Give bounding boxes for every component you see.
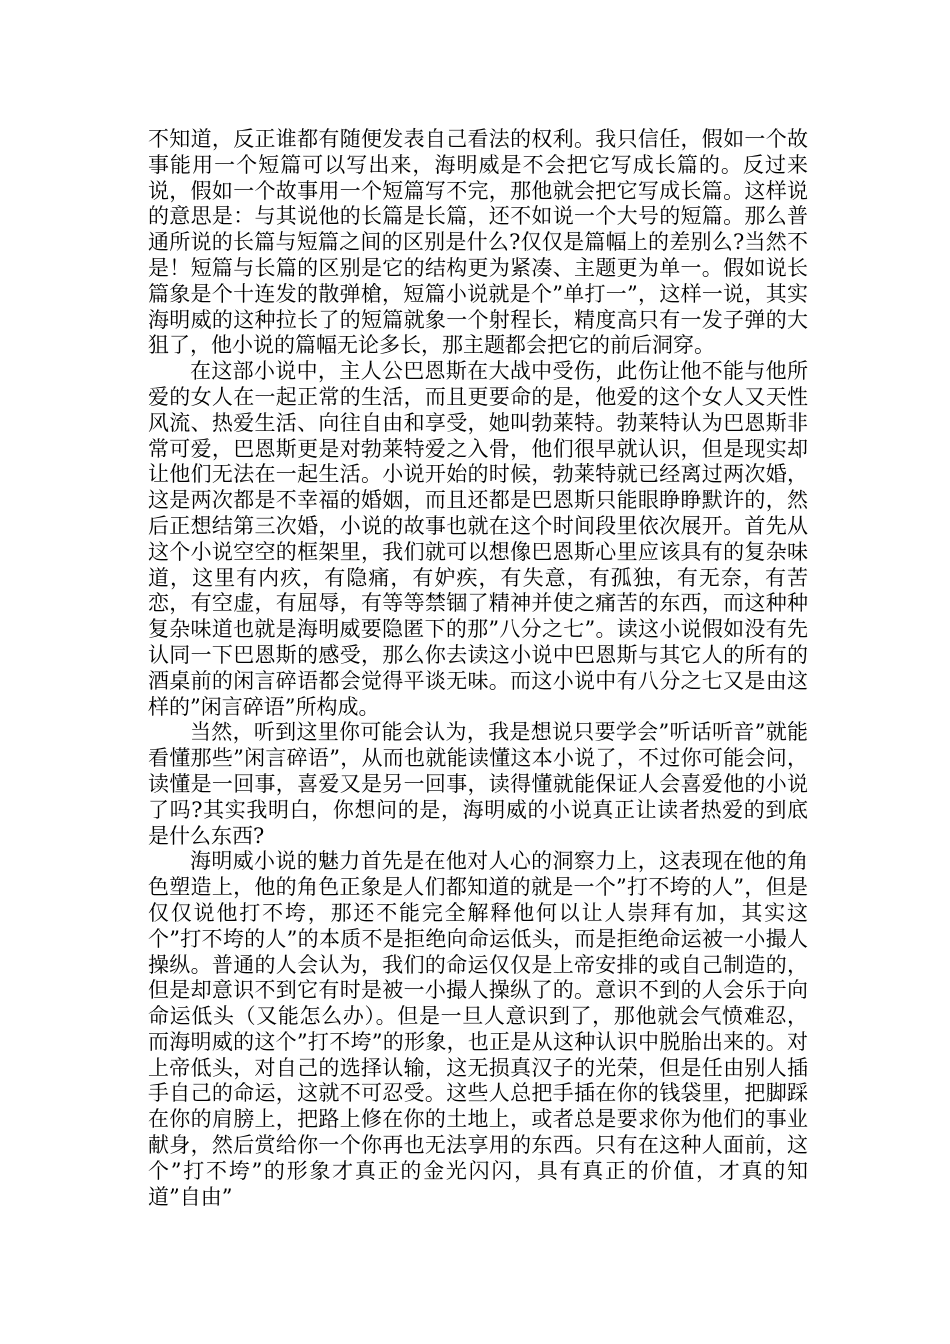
document-body — [148, 127, 808, 1210]
paragraph-continuation: 不知道，反正谁都有随便发表自己看法的权利。我只信任，假如一个故事能用一个短篇可以写出来，海明威是不会把它写成长篇的。反过来说，假如一个故事用一个短篇写不完，那他就会把它写成长篇。这样说的意思是：与其说他的长篇是长篇，还不如说一个大号的短篇。那么普通所说的长篇与短篇之间的区别是什么?仅仅是篇幅上的差别么?当然不是！短篇与长篇的区别是它的结构更为紧凑、主题更为单一。假如说长篇象是个十连发的散弹槍，短篇小说就是个”单打一”，这样一说，其实海明威的这种拉长了的短篇就象一个射程长，精度高只有一发子弹的大狙了，他小说的篇幅无论多长，那主题都会把它的前后洞穿。 — [148, 127, 808, 358]
paragraph: 海明威小说的魅力首先是在他对人心的洞察力上，这表现在他的角色塑造上，他的角色正象是人们都知道的就是一个”打不垮的人”，但是仅仅说他打不垮，那还不能完全解释他何以让人崇拜有加，其实这个”打不垮的人”的本质不是拒绝向命运低头，而是拒绝命运被一小撮人操纵。普通的人会认为，我们的命运仅仅是上帝安排的或自己制造的，但是却意识不到它有时是被一小撮人操纵了的。意识不到的人会乐于向命运低头（又能怎么办）。但是一旦人意识到了，那他就会气愤难忍，而海明威的这个”打不垮”的形象，也正是从这种认识中脱胎出来的。对上帝低头，对自己的选择认输，这无损真汉子的光荣，但是任由别人插手自己的命运，这就不可忍受。这些人总把手插在你的钱袋里，把脚踩在你的肩膀上，把路上修在你的土地上，或者总是要求你为他们的事业献身，然后赏给你一个你再也无法享用的东西。只有在这种人面前，这个”打不垮”的形象才真正的金光闪闪，具有真正的价值，才真的知道”自由” — [148, 849, 808, 1209]
paragraph: 当然，听到这里你可能会认为，我是想说只要学会”听话听音”就能看懂那些”闲言碎语”，从而也就能读懂这本小说了，不过你可能会问，读懂是一回事，喜爱又是另一回事，读得懂就能保证人会喜爱他的小说了吗?其实我明白，你想问的是，海明威的小说真正让读者热爱的到底是什么东西? — [148, 720, 808, 848]
paragraph: 在这部小说中，主人公巴恩斯在大战中受伤，此伤让他不能与他所爱的女人在一起正常的生活，而且更要命的是，他爱的这个女人又天性风流、热爱生活、向往自由和享受，她叫勃莱特。勃莱特认为巴恩斯非常可爱，巴恩斯更是对勃莱特爱之入骨，他们很早就认识，但是现实却让他们无法在一起生活。小说开始的时候，勃莱特就已经离过两次婚，这是两次都是不幸福的婚姻，而且还都是巴恩斯只能眼睁睁默许的，然后正想结第三次婚，小说的故事也就在这个时间段里依次展开。首先从这个小说空空的框架里，我们就可以想像巴恩斯心里应该具有的复杂味道，这里有内疚，有隐痛，有妒疾，有失意，有孤独，有无奈，有苦恋，有空虚，有屈辱，有等等禁锢了精神并使之痛苦的东西，而这种种复杂味道也就是海明威要隐匿下的那”八分之七”。读这小说假如没有先认同一下巴恩斯的感受，那么你去读这小说中巴恩斯与其它人的所有的酒桌前的闲言碎语都会觉得平谈无味。而这小说中有八分之七又是由这样的”闲言碎语”所构成。 — [148, 359, 808, 719]
